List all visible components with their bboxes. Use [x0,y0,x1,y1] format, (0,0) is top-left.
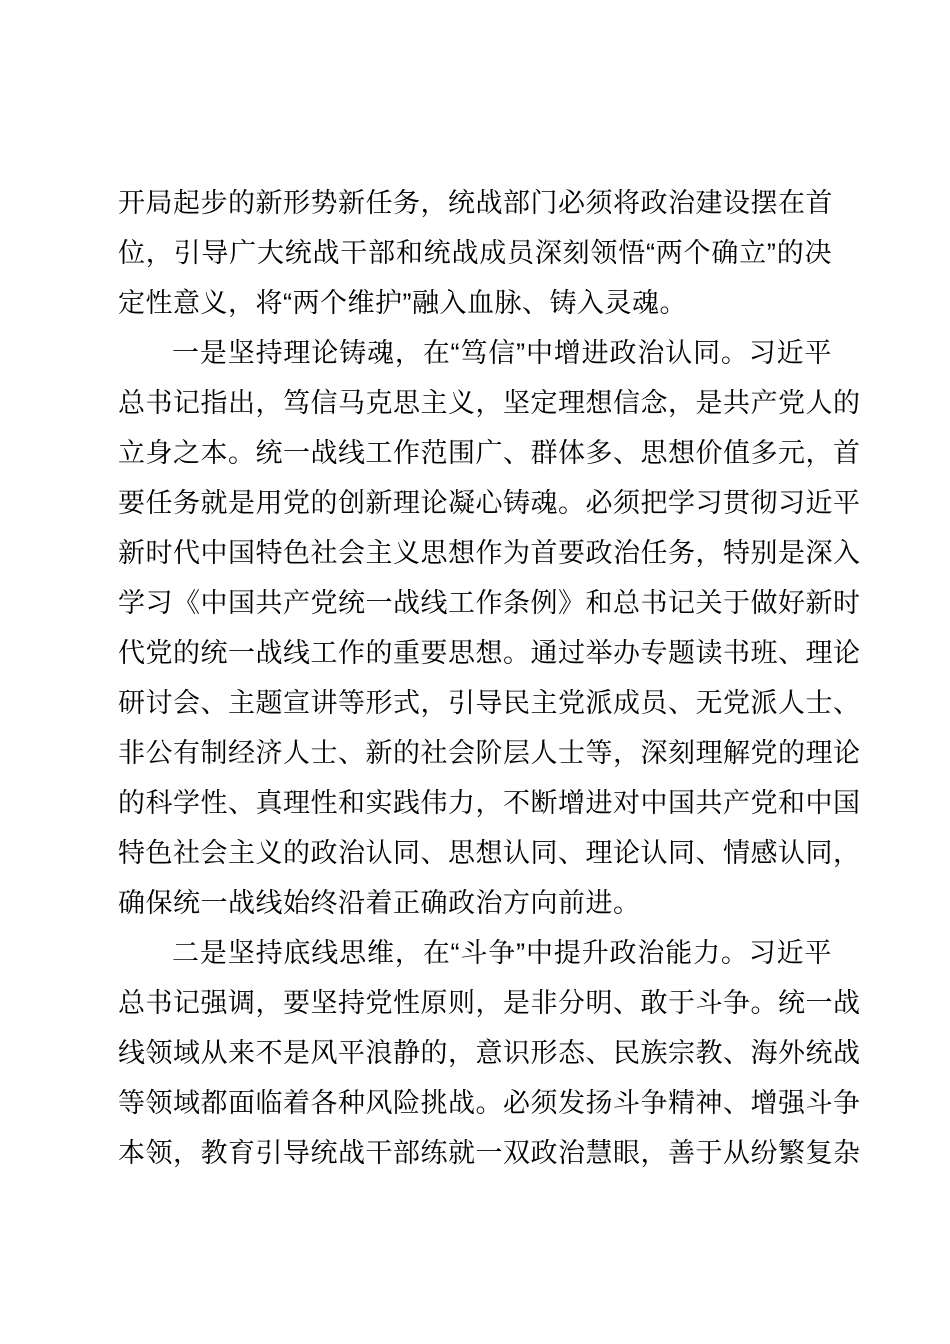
text-line: 等领域都面临着各种风险挑战。必须发扬斗争精神、增强斗争 [118,1088,861,1118]
text-line: 开局起步的新形势新任务，统战部门必须将政治建设摆在首 [118,188,833,218]
text-line: 确保统一战线始终沿着正确政治方向前进。 [118,888,641,918]
paragraph [118,328,861,928]
text-line: 一是坚持理论铸魂，在“笃信”中增进政治认同。习近平 [172,338,832,368]
text-line: 本领，教育引导统战干部练就一双政治慧眼，善于从纷繁复杂 [118,1138,861,1168]
text-line: 代党的统一战线工作的重要思想。通过举办专题读书班、理论 [118,638,861,668]
text-line: 位，引导广大统战干部和统战成员深刻领悟“两个确立”的决 [118,238,832,268]
text-line: 非公有制经济人士、新的社会阶层人士等，深刻理解党的理论 [118,738,861,768]
document-body [118,178,861,1178]
text-line: 总书记强调，要坚持党性原则，是非分明、敢于斗争。统一战 [118,988,861,1018]
text-line: 二是坚持底线思维，在“斗争”中提升政治能力。习近平 [172,938,832,968]
text-line: 新时代中国特色社会主义思想作为首要政治任务，特别是深入 [118,538,861,568]
paragraph [118,928,861,1178]
text-line: 特色社会主义的政治认同、思想认同、理论认同、情感认同， [118,838,861,868]
text-line: 学习《中国共产党统一战线工作条例》和总书记关于做好新时 [118,588,861,618]
text-line: 研讨会、主题宣讲等形式，引导民主党派成员、无党派人士、 [118,688,861,718]
text-line: 总书记指出，笃信马克思主义，坚定理想信念，是共产党人的 [118,388,861,418]
text-line: 定性意义，将“两个维护”融入血脉、铸入灵魂。 [118,288,687,318]
text-line: 的科学性、真理性和实践伟力，不断增进对中国共产党和中国 [118,788,861,818]
paragraph [118,178,832,328]
text-line: 要任务就是用党的创新理论凝心铸魂。必须把学习贯彻习近平 [118,488,861,518]
text-line: 立身之本。统一战线工作范围广、群体多、思想价值多元，首 [118,438,861,468]
text-line: 线领域从来不是风平浪静的，意识形态、民族宗教、海外统战 [118,1038,861,1068]
